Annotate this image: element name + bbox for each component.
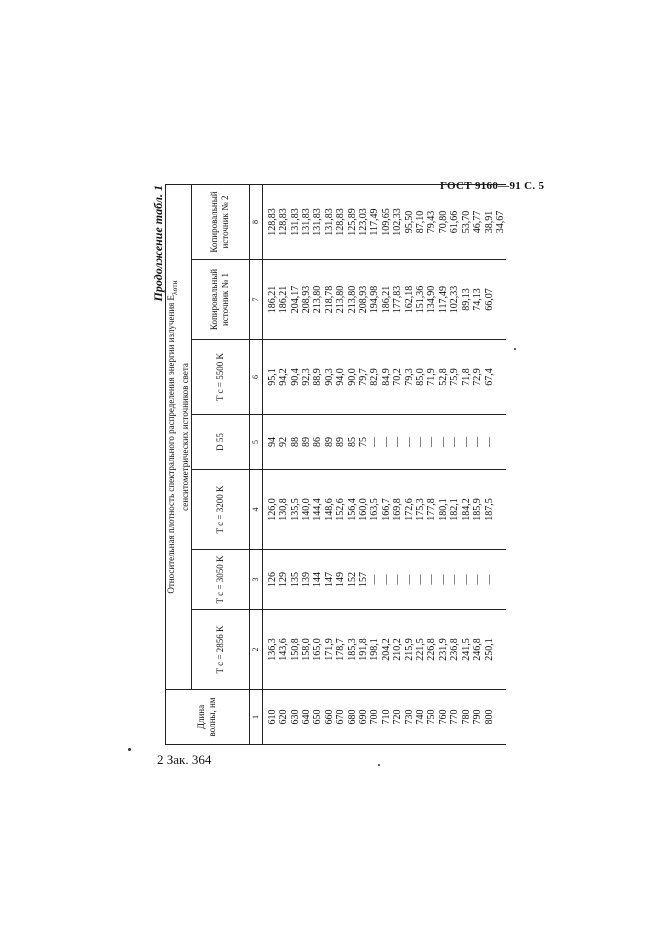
table-cell: 158,0	[301, 638, 313, 661]
table-cell: 125,89	[346, 208, 358, 236]
table-cell: 128,83	[278, 208, 290, 236]
col-number-5: 5	[249, 415, 262, 470]
table-cell: 144	[312, 572, 324, 587]
table-cell: 38,91	[483, 210, 495, 234]
table-cell: —	[380, 437, 392, 447]
table-cell: 640	[301, 709, 313, 725]
table-cell: —	[415, 437, 427, 447]
table-cell: 86	[312, 437, 324, 447]
table-cell: 90,4	[289, 368, 301, 386]
table-cell: 89	[323, 437, 335, 447]
spectral-data-table	[165, 184, 506, 745]
group-header	[166, 185, 192, 690]
table-cell: 175,3	[415, 498, 427, 521]
table-cell: 70,2	[392, 368, 404, 386]
table-cell: 126	[266, 572, 278, 587]
table-cell: —	[392, 437, 404, 447]
table-cell: 172,6	[403, 498, 415, 521]
table-cell: 79,3	[403, 368, 415, 386]
table-cell: 88	[289, 437, 301, 447]
rotated-table-block	[151, 185, 630, 745]
table-cell: 760	[437, 709, 449, 725]
table-cell: 184,2	[460, 498, 472, 521]
table-cell: 790	[472, 709, 484, 725]
table-cell: 34,67	[494, 210, 506, 234]
table-cell: 186,21	[278, 285, 290, 314]
table-cell: 126,0	[266, 498, 278, 521]
table-cell: 147	[323, 572, 335, 587]
table-cell: 208,93	[358, 285, 370, 314]
table-cell: 75	[358, 437, 370, 447]
table-cell: —	[437, 574, 449, 585]
col-header-3050k: T с = 3050 K	[191, 550, 249, 610]
table-cell: 171,9	[323, 638, 335, 661]
table-cell: 90,0	[346, 368, 358, 386]
table-cell: 152	[346, 572, 358, 587]
table-cell: 102,33	[392, 208, 404, 236]
table-cell: 208,93	[301, 285, 313, 314]
table-cell: 151,36	[415, 285, 427, 314]
table-cell: 148,6	[323, 498, 335, 521]
table-cell: 144,4	[312, 498, 324, 521]
group-header-line1: Относительная плотность спектрального распределения энергии излучения E	[166, 294, 176, 594]
table-cell: 71,8	[460, 368, 472, 386]
table-cell: 650	[312, 709, 324, 725]
table-cell: 800	[483, 709, 495, 725]
table-cell: 166,7	[380, 498, 392, 521]
table-cell: 210,2	[392, 638, 404, 661]
table-cell: 690	[358, 709, 370, 725]
table-cell: 135,5	[289, 498, 301, 521]
col-header-d55: D 55	[191, 415, 249, 470]
table-cell: 117,49	[437, 285, 449, 314]
table-cell: 79,43	[426, 210, 438, 234]
table-cell: 90,3	[323, 368, 335, 386]
table-cell: 117,49	[369, 208, 381, 236]
table-cell: 143,6	[278, 638, 290, 661]
table-cell: 128,83	[335, 208, 347, 236]
table-cell: 660	[323, 709, 335, 725]
table-cell: 198,1	[369, 638, 381, 661]
table-cell: 213,80	[346, 285, 358, 314]
group-header-sub: λотн	[169, 280, 179, 295]
table-cell: 740	[415, 709, 427, 725]
table-cell: 186,21	[380, 285, 392, 314]
table-cell: 246,8	[472, 638, 484, 661]
col-number-8: 8	[249, 185, 262, 260]
table-cell: 178,7	[335, 638, 347, 661]
table-cell: 165,0	[312, 638, 324, 661]
table-cell: 162,18	[403, 285, 415, 314]
table-cell: 53,70	[460, 210, 472, 234]
table-cell: 680	[346, 709, 358, 725]
table-cell: 52,8	[437, 368, 449, 386]
table-cell: 94,0	[335, 368, 347, 386]
table-cell: 129	[278, 572, 290, 587]
table-cell: 191,8	[358, 638, 370, 661]
table-cell: 630	[289, 709, 301, 725]
table-cell: 136,3	[266, 638, 278, 661]
table-cell: 128,83	[266, 208, 278, 236]
table-cell: 194,98	[369, 285, 381, 314]
table-cell: 70,80	[437, 210, 449, 234]
scan-speck	[514, 348, 516, 350]
table-cell: —	[403, 437, 415, 447]
table-cell: 85,0	[415, 368, 427, 386]
table-cell: 236,8	[449, 638, 461, 661]
table-cell: 92,3	[301, 368, 313, 386]
data-col-3050k	[262, 550, 506, 610]
table-cell: 123,03	[358, 208, 370, 236]
table-cell: 89,13	[460, 288, 472, 311]
table-cell: 72,9	[472, 368, 484, 386]
table-cell: —	[380, 574, 392, 585]
data-col-copy-source-2	[262, 185, 506, 260]
table-cell: 92	[278, 437, 290, 447]
page-header: ГОСТ 9160—91 С. 5	[440, 180, 545, 192]
table-cell: 46,77	[472, 210, 484, 234]
table-cell: 213,80	[312, 285, 324, 314]
table-cell: 131,83	[323, 208, 335, 236]
table-cell: 131,83	[289, 208, 301, 236]
table-cell: 231,9	[437, 638, 449, 661]
table-cell: 89	[301, 437, 313, 447]
table-cell: 109,65	[380, 208, 392, 236]
table-cell: 700	[369, 709, 381, 725]
table-cell: 180,1	[437, 498, 449, 521]
data-col-5500k	[262, 340, 506, 415]
table-cell: 95,1	[266, 368, 278, 386]
table-cell: 74,13	[472, 288, 484, 311]
table-cell: 750	[426, 709, 438, 725]
col-number-3: 3	[249, 550, 262, 610]
table-cell: 730	[403, 709, 415, 725]
table-cell: 79,7	[358, 368, 370, 386]
table-cell: 156,4	[346, 498, 358, 521]
col-number-2: 2	[249, 610, 262, 690]
table-cell: 610	[266, 709, 278, 725]
table-cell: 95,50	[403, 210, 415, 234]
table-cell: 241,5	[460, 638, 472, 661]
table-cell: 160,0	[358, 498, 370, 521]
col-number-1: 1	[249, 690, 262, 745]
table-cell: 780	[460, 709, 472, 725]
data-col-wavelength	[262, 690, 506, 745]
table-cell: 82,9	[369, 368, 381, 386]
table-cell: 130,8	[278, 498, 290, 521]
table-cell: —	[460, 574, 472, 585]
col-header-3200k: T с = 3200 K	[191, 470, 249, 550]
data-col-copy-source-1	[262, 260, 506, 340]
table-cell: 710	[380, 709, 392, 725]
table-cell: 185,9	[472, 498, 484, 521]
table-cell: 71,9	[426, 368, 438, 386]
table-cell: 770	[449, 709, 461, 725]
table-cell: —	[369, 437, 381, 447]
table-cell: 221,5	[415, 638, 427, 661]
table-cell: 102,33	[449, 285, 461, 314]
col-number-4: 4	[249, 470, 262, 550]
table-cell: 131,83	[301, 208, 313, 236]
table-cell: 75,9	[449, 368, 461, 386]
table-cell: 85	[346, 437, 358, 447]
table-cell: 87,10	[415, 210, 427, 234]
table-cell: 670	[335, 709, 347, 725]
table-cell: —	[426, 437, 438, 447]
table-cell: 88,9	[312, 368, 324, 386]
table-cell: —	[483, 437, 495, 447]
table-cell: 182,1	[449, 498, 461, 521]
table-caption: Продолжение табл. 1	[151, 185, 165, 302]
table-cell: 204,17	[289, 285, 301, 314]
footer-note: 2 Зак. 364	[157, 752, 212, 767]
col-header-copy-source-1: Копировальный источник № 1	[191, 260, 249, 340]
table-cell: 169,8	[392, 498, 404, 521]
table-cell: 186,21	[266, 285, 278, 314]
table-body-row	[262, 185, 506, 745]
col-header-wavelength: Длина волны, нм	[166, 690, 250, 745]
group-header-line2: сенситометрических источников света	[179, 363, 190, 511]
table-cell: 150,8	[289, 638, 301, 661]
table-cell: 157	[358, 572, 370, 587]
table-cell: 250,1	[483, 638, 495, 661]
col-header-5500k: T с = 5500 K	[191, 340, 249, 415]
table-cell: 226,8	[426, 638, 438, 661]
table-cell: 89	[335, 437, 347, 447]
scan-speck	[378, 764, 380, 766]
table-cell: 152,6	[335, 498, 347, 521]
table-cell: 66,07	[483, 288, 495, 311]
scan-speck	[128, 748, 131, 751]
table-cell: 134,90	[426, 285, 438, 314]
table-cell: 720	[392, 709, 404, 725]
col-header-2856k: T с = 2856 K	[191, 610, 249, 690]
col-number-7: 7	[249, 260, 262, 340]
table-cell: —	[449, 574, 461, 585]
table-cell: —	[449, 437, 461, 447]
table-cell: —	[483, 574, 495, 585]
data-col-3200k	[262, 470, 506, 550]
table-cell: 139	[301, 572, 313, 587]
table-cell: 177,83	[392, 285, 404, 314]
table-cell: —	[472, 574, 484, 585]
table-cell: 213,80	[335, 285, 347, 314]
table-cell: 84,9	[380, 368, 392, 386]
table-cell: 185,3	[346, 638, 358, 661]
table-cell: 94,2	[278, 368, 290, 386]
table-cell: 61,66	[449, 210, 461, 234]
table-cell: —	[392, 574, 404, 585]
table-cell: 94	[266, 437, 278, 447]
table-cell: 177,8	[426, 498, 438, 521]
table-cell: 163,5	[369, 498, 381, 521]
table-cell: 218,78	[323, 285, 335, 314]
table-cell: 140,0	[301, 498, 313, 521]
col-number-6: 6	[249, 340, 262, 415]
table-cell: —	[403, 574, 415, 585]
table-cell: 149	[335, 572, 347, 587]
table-cell: —	[369, 574, 381, 585]
table-cell: —	[426, 574, 438, 585]
table-cell: 131,83	[312, 208, 324, 236]
table-cell: —	[460, 437, 472, 447]
table-cell: 620	[278, 709, 290, 725]
table-cell: 215,9	[403, 638, 415, 661]
table-cell: 204,2	[380, 638, 392, 661]
data-col-d55	[262, 415, 506, 470]
table-cell: 67,4	[483, 368, 495, 386]
col-header-copy-source-2: Копировальный источник № 2	[191, 185, 249, 260]
table-cell: 135	[289, 572, 301, 587]
table-cell: —	[415, 574, 427, 585]
data-col-2856k	[262, 610, 506, 690]
table-cell: 187,5	[483, 498, 495, 521]
table-cell: —	[472, 437, 484, 447]
table-cell: —	[437, 437, 449, 447]
